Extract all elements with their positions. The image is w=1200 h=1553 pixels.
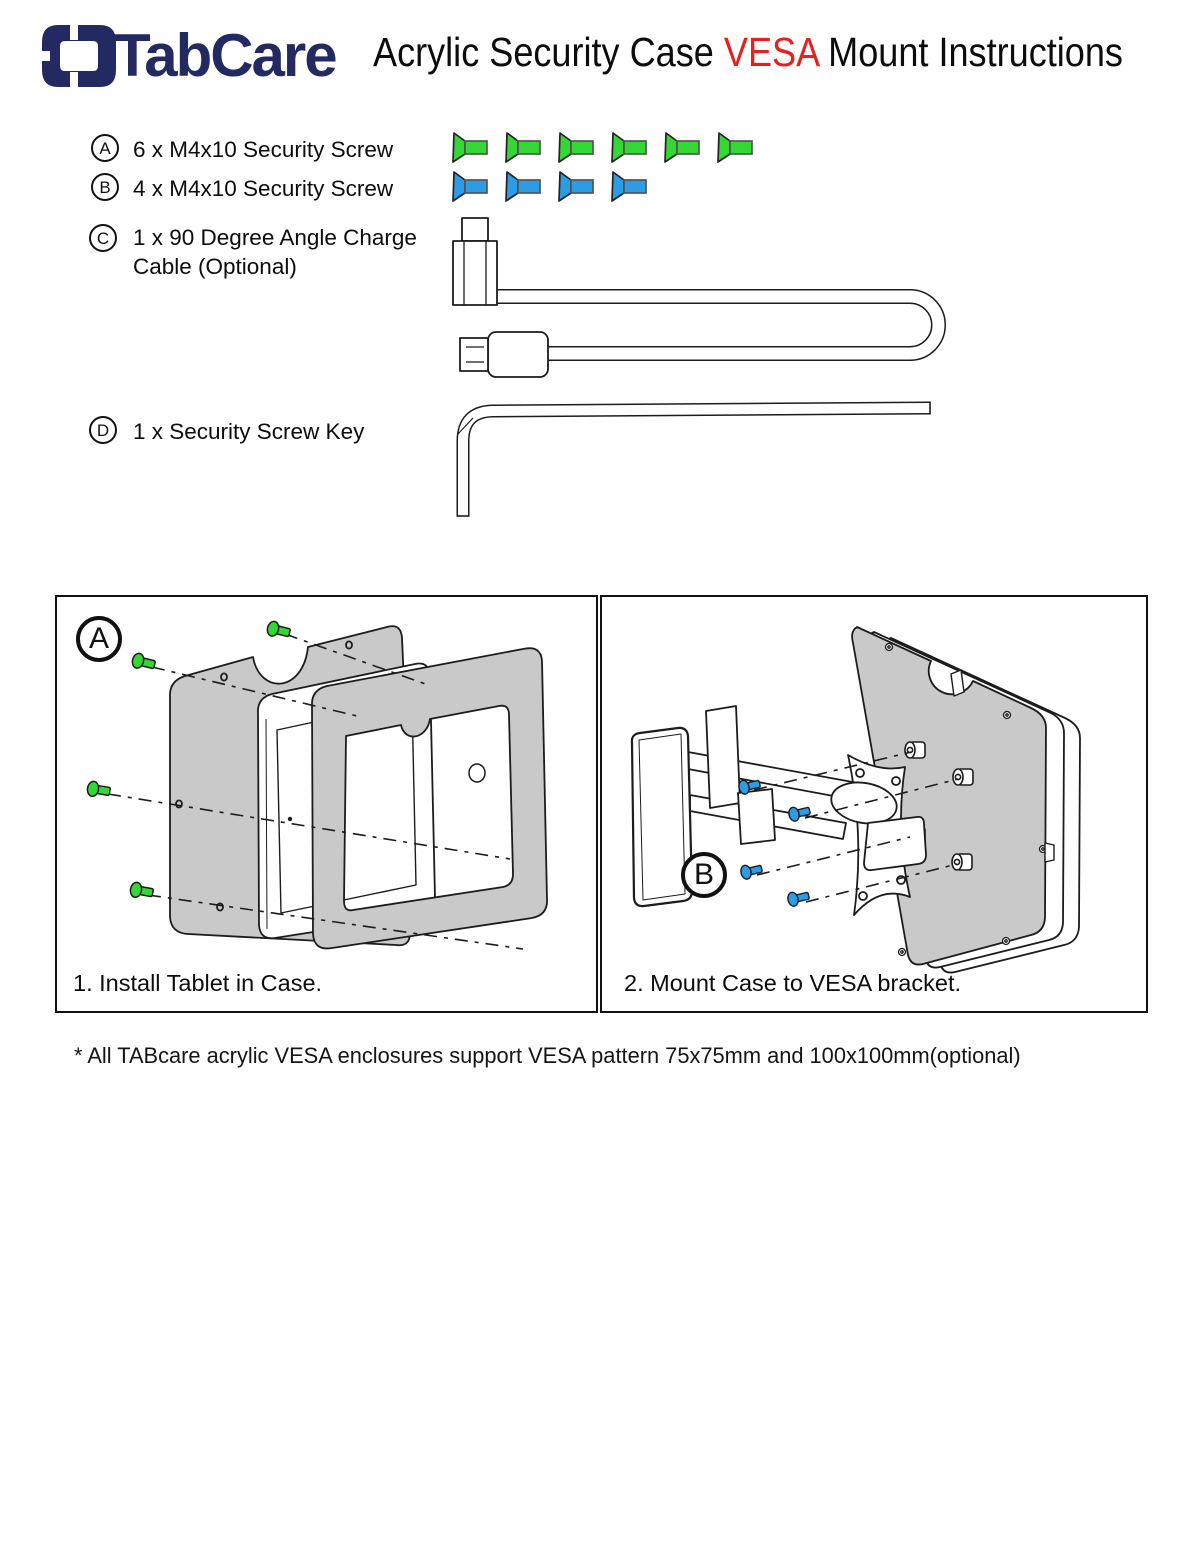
screw-icon [609, 131, 649, 164]
install-tablet-diagram [57, 597, 595, 1010]
screw-icon [556, 131, 596, 164]
tabcare-logo-icon [40, 23, 118, 89]
step-2-badge: B [681, 852, 727, 898]
part-a-screws [450, 131, 755, 164]
step-1-caption: 1. Install Tablet in Case. [73, 970, 323, 996]
part-c-label: 1 x 90 Degree Angle Charge Cable (Optional) [133, 225, 417, 279]
vesa-pattern-footnote: * All TABcare acrylic VESA enclosures support VESA pattern 75x75mm and 100x100mm(optional) [74, 1043, 1021, 1068]
part-b-screws [450, 170, 649, 203]
screw-icon [715, 131, 755, 164]
wall-tab [706, 706, 740, 808]
step-2-caption: 2. Mount Case to VESA bracket. [624, 970, 962, 996]
screw-icon [450, 170, 490, 203]
title-suffix: Mount Instructions [818, 29, 1123, 75]
title-prefix: Acrylic Security Case [373, 29, 724, 75]
arm-hinge [864, 817, 926, 870]
part-a-label: 6 x M4x10 Security Screw [133, 137, 394, 162]
part-b-badge: B [91, 173, 119, 201]
part-c-badge: C [89, 224, 117, 252]
wall-bracket [738, 789, 775, 844]
step-1-panel [55, 595, 598, 1013]
part-d-label: 1 x Security Screw Key [133, 419, 365, 444]
title-vesa: VESA [723, 29, 819, 75]
vesa-mount-diagram [602, 597, 1145, 1010]
screw-icon [503, 170, 543, 203]
step-2-panel [600, 595, 1148, 1013]
brand-name: TabCare [114, 22, 336, 89]
security-screw-key-drawing [450, 396, 940, 526]
screw-icon [556, 170, 596, 203]
screw-icon [450, 131, 490, 164]
part-a-badge: A [91, 134, 119, 162]
screw-icon [609, 170, 649, 203]
angle-charge-cable-drawing [440, 210, 960, 390]
screw-icon [503, 131, 543, 164]
screw-icon [662, 131, 702, 164]
part-d-badge: D [89, 416, 117, 444]
step-1-badge: A [76, 616, 122, 662]
page-title [373, 29, 1123, 75]
part-b-label: 4 x M4x10 Security Screw [133, 176, 394, 201]
